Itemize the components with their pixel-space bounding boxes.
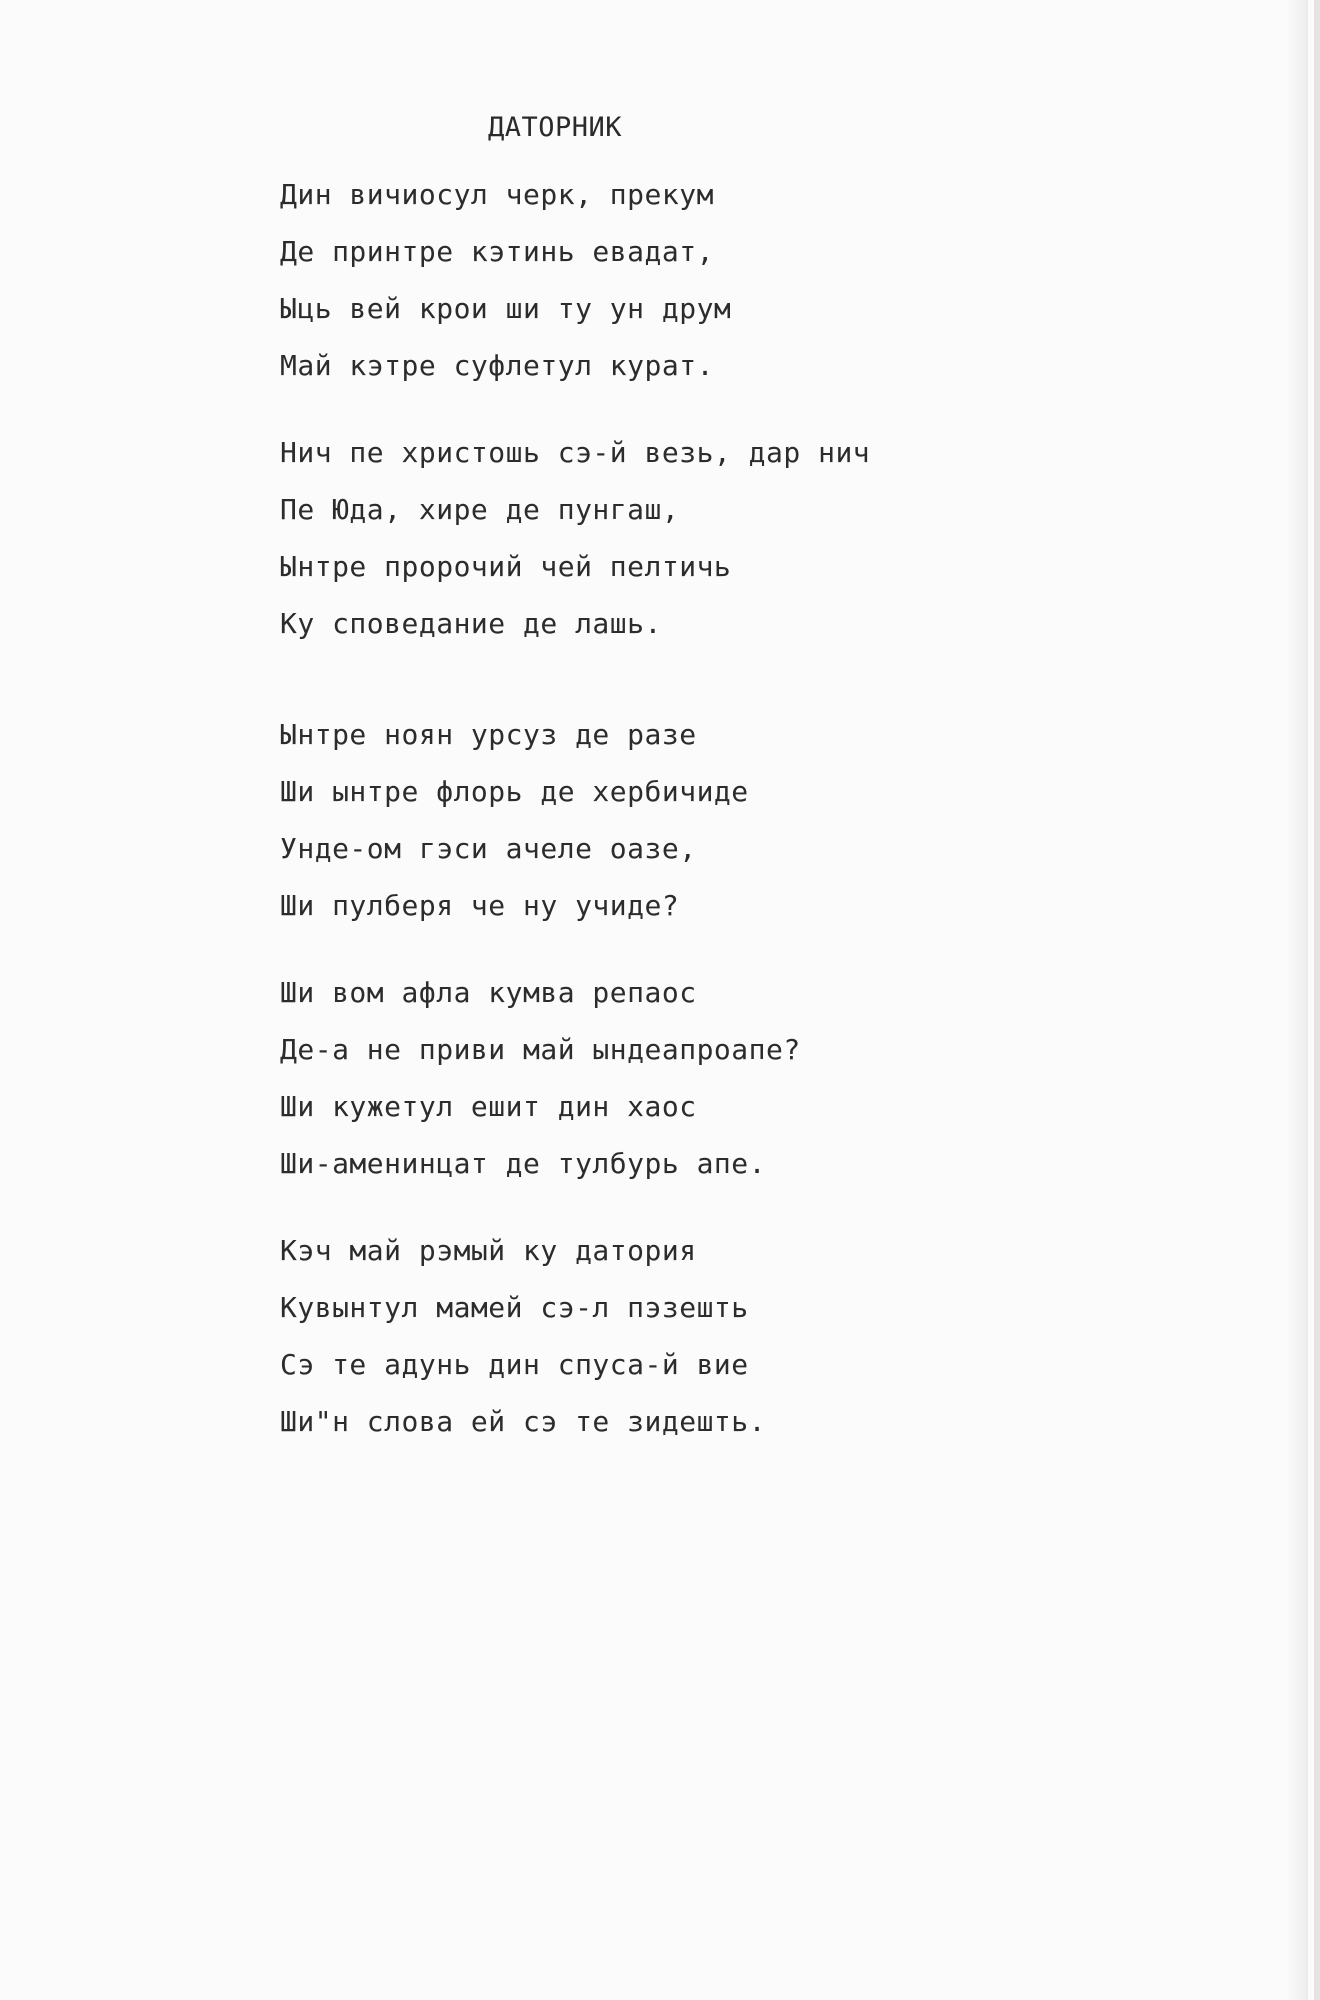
poem-line: Май кэтре суфлетул курат.: [280, 349, 714, 382]
stanza-2: [280, 424, 980, 652]
poem-line: Сэ те адунь дин спуса-й вие: [280, 1348, 749, 1381]
poem: [280, 108, 980, 1450]
poem-line: Ку споведание де лашь.: [280, 607, 662, 640]
poem-line: Кувынтул мамей сэ-л пэзешть: [280, 1291, 749, 1324]
poem-line: Ынтре ноян урсуз де разе: [280, 718, 697, 751]
poem-line: Кэч май рэмый ку датория: [280, 1234, 697, 1267]
stanza-4: [280, 964, 980, 1192]
poem-title: ДАТОРНИК: [488, 112, 623, 143]
poem-line: Унде-ом гэси ачеле оазе,: [280, 832, 697, 865]
poem-line: Де принтре кэтинь евадат,: [280, 235, 714, 268]
poem-line: Ши"н слова ей сэ те зидешть.: [280, 1405, 767, 1438]
poem-line: Нич пе христошь сэ-й везь, дар нич: [280, 436, 871, 469]
stanza-1: [280, 166, 980, 394]
poem-line: Ши кужетул ешит дин хаос: [280, 1090, 697, 1123]
poem-line: Ши-аменинцат де тулбурь апе.: [280, 1147, 767, 1180]
stanza-5: [280, 1222, 980, 1450]
poem-line: Пе Юда, хире де пунгаш,: [280, 493, 680, 526]
poem-line: Дин вичиосул черк, прекум: [280, 178, 714, 211]
page-edge-shadow: [1286, 0, 1308, 2000]
poem-line: Ыць вей крои ши ту ун друм: [280, 292, 732, 325]
poem-line: Ынтре пророчий чей пелтичь: [280, 550, 732, 583]
poem-line: Ши пулберя че ну учиде?: [280, 889, 680, 922]
poem-line: Ши вом афла кумва репаос: [280, 976, 697, 1009]
poem-line: Де-а не приви май ындеапроапе?: [280, 1033, 801, 1066]
stanza-3: [280, 706, 980, 934]
poem-line: Ши ынтре флорь де хербичиде: [280, 775, 749, 808]
